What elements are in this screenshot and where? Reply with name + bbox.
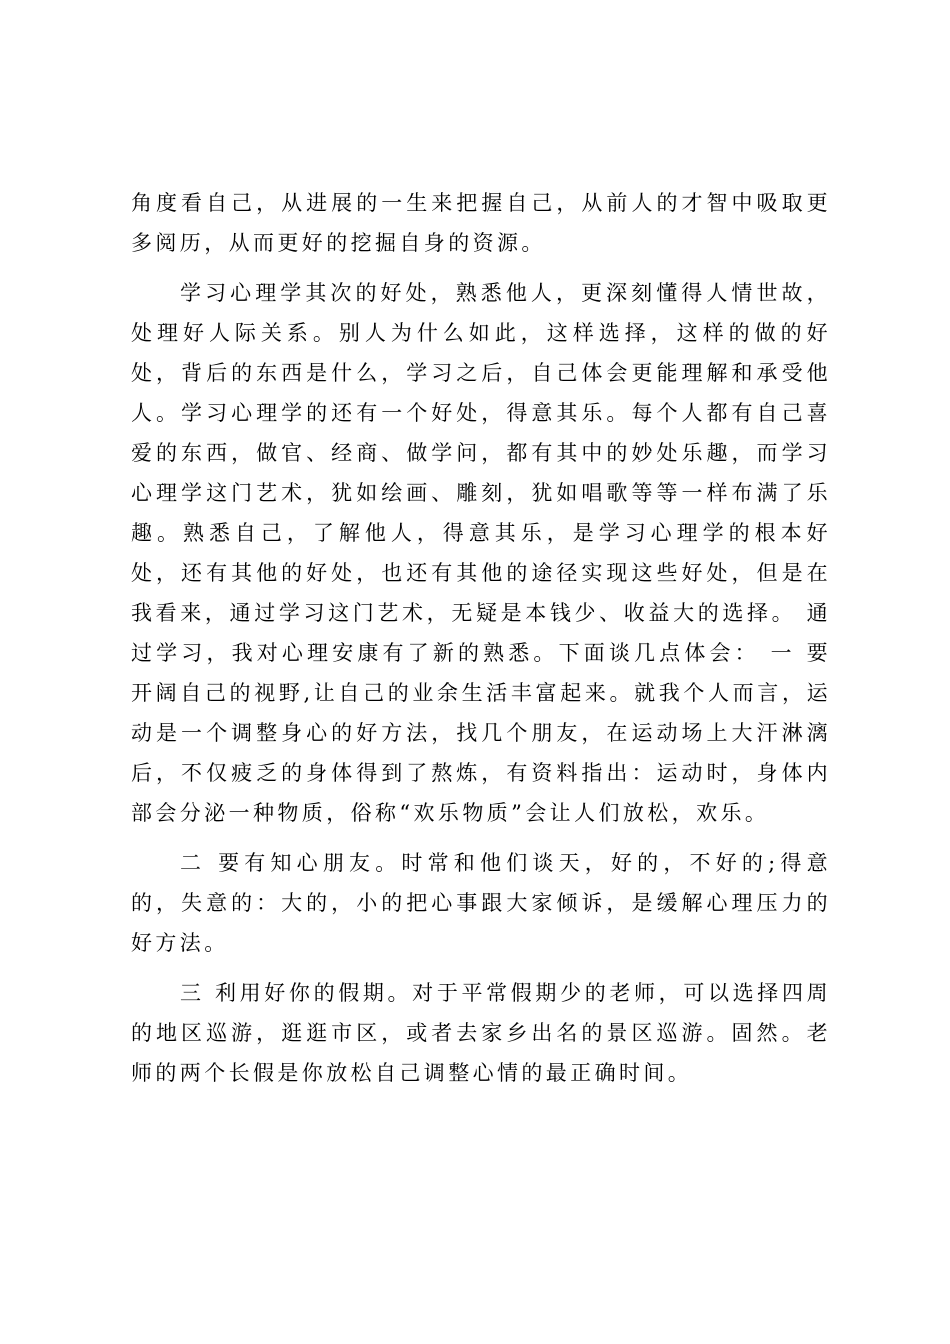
document-body [131, 183, 831, 1093]
paragraph-continuation: 角度看自己，从进展的一生来把握自己，从前人的才智中吸取更多阅历，从而更好的挖掘自身的资源。 [131, 191, 831, 255]
paragraph-point-two: 二 要有知心朋友。时常和他们谈天，好的，不好的;得意的，失意的：大的，小的把心事跟大家倾诉，是缓解心理压力的好方法。 [131, 851, 831, 955]
paragraph-point-three: 三 利用好你的假期。对于平常假期少的老师，可以选择四周的地区巡游，逛逛市区，或者去家乡出名的景区巡游。固然。老师的两个长假是你放松自己调整心情的最正确时间。 [131, 981, 831, 1085]
paragraph-benefits: 学习心理学其次的好处，熟悉他人，更深刻懂得人情世故，处理好人际关系。别人为什么如此，这样选择，这样的做的好处，背后的东西是什么，学习之后，自己体会更能理解和承受他人。学习心理学的还有一个好处，得意其乐。每个人都有自己喜爱的东西，做官、经商、做学问，都有其中的妙处乐趣，而学习心理学这门艺术，犹如绘画、雕刻，犹如唱歌等等一样布满了乐趣。熟悉自己，了解他人，得意其乐，是学习心理学的根本好处，还有其他的好处，也还有其他的途径实现这些好处，但是在我看来，通过学习这门艺术，无疑是本钱少、收益大的选择。 通过学习，我对心理安康有了新的熟悉。下面谈几点体会： 一 要开阔自己的视野,让自己的业余生活丰富起来。就我个人而言，运动是一个调整身心的好方法，找几个朋友，在运动场上大汗淋漓后，不仅疲乏的身体得到了熬炼，有资料指出：运动时，身体内部会分泌一种物质，俗称“欢乐物质”会让人们放松，欢乐。 [131, 281, 831, 825]
